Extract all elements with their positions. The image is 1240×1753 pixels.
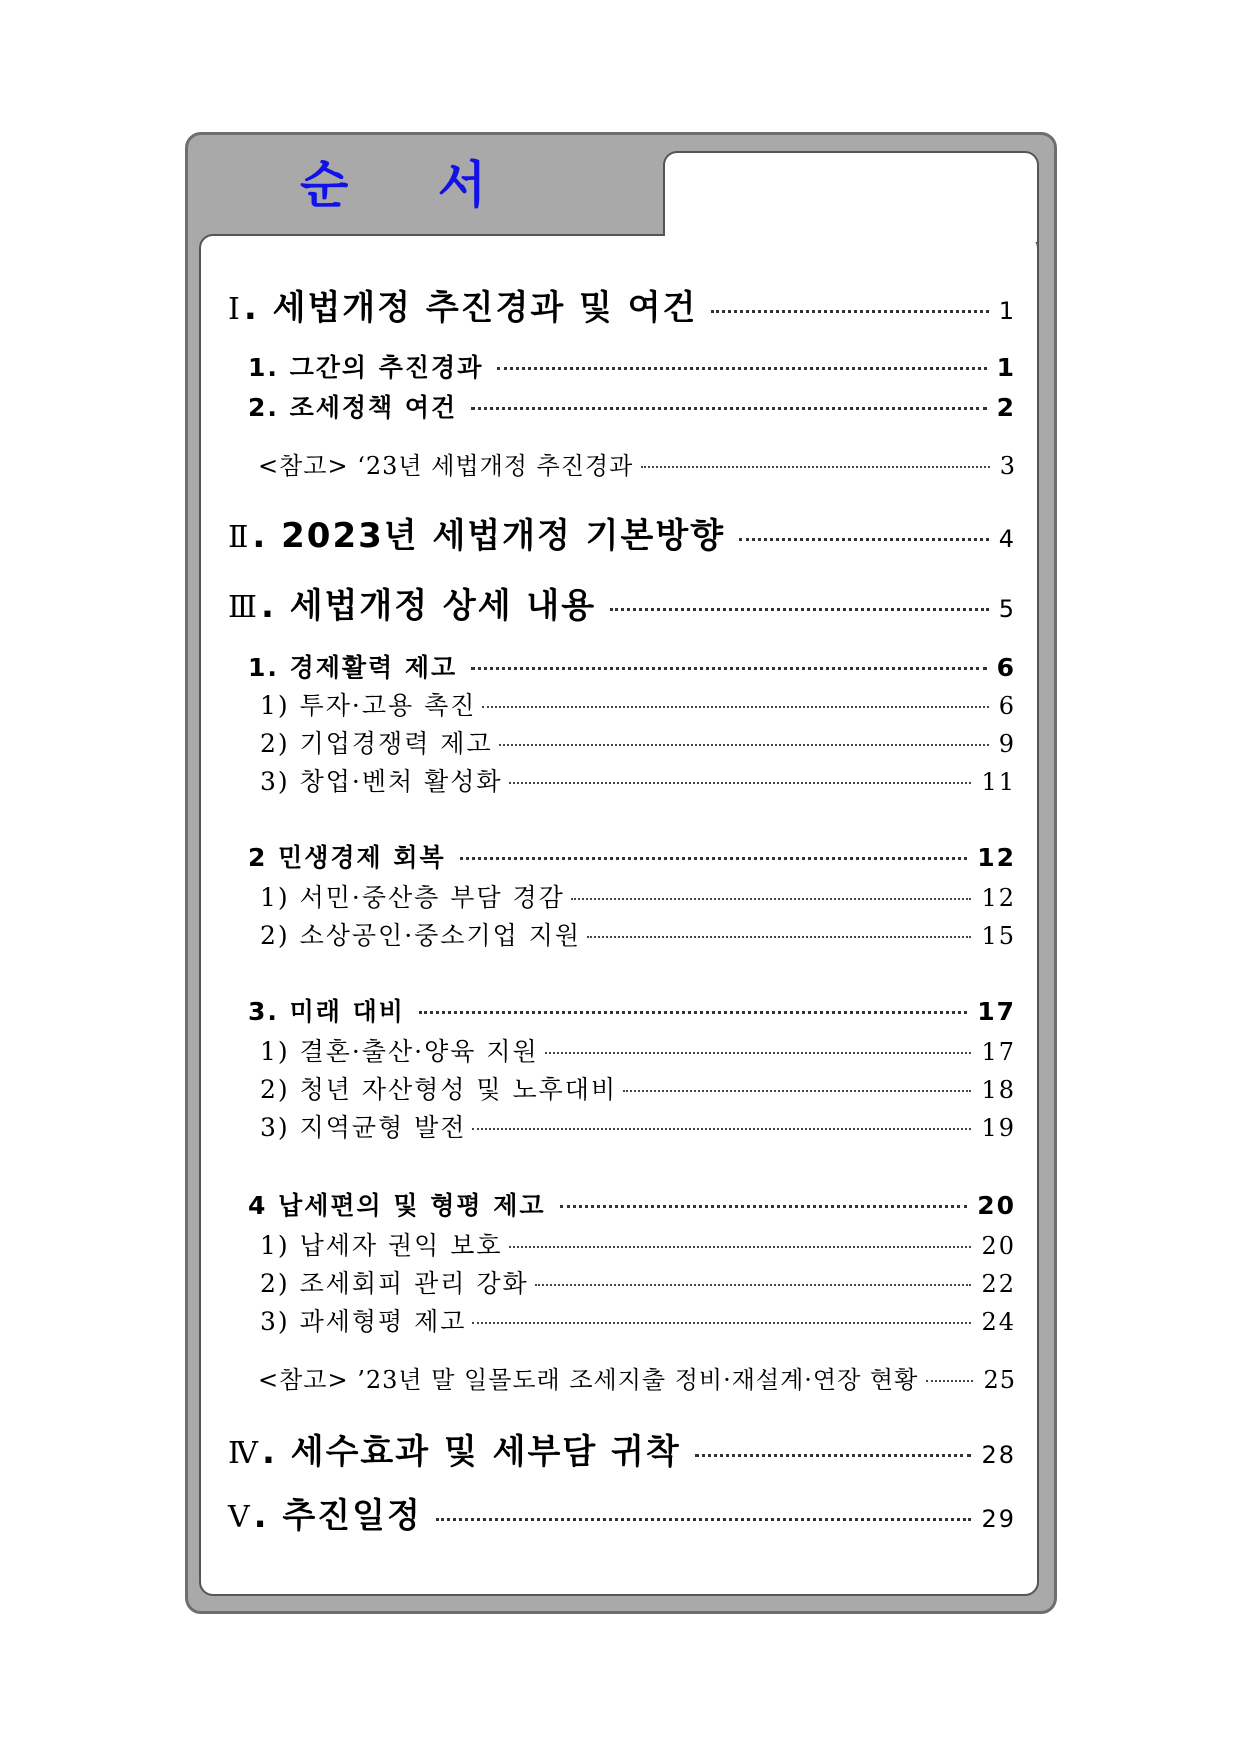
toc-entry-page: 20	[977, 1191, 1016, 1220]
toc-entry-label: 3. 미래 대비	[248, 997, 405, 1026]
toc-entry-3-2-2[interactable]	[228, 916, 1016, 952]
toc-entry-label: 2) 청년 자산형성 및 노후대비	[260, 1075, 618, 1104]
dot-leader	[587, 936, 971, 938]
toc-entry-3-1-3[interactable]	[228, 762, 1016, 798]
dot-leader	[509, 1246, 972, 1248]
dot-leader	[926, 1380, 973, 1382]
toc-entry-label: <참고> ‘23년 세법개정 추진경과	[258, 452, 634, 480]
toc-entry-page: 15	[981, 922, 1016, 950]
toc-entry-label: 3) 지역균형 발전	[260, 1113, 467, 1142]
toc-entry-label: . 추진일정	[253, 1496, 422, 1536]
toc-entry-page: 6	[996, 653, 1016, 682]
toc-entry-label: 2) 기업경쟁력 제고	[260, 729, 493, 758]
toc-entry-page: 12	[981, 884, 1016, 912]
toc-entry-page: 28	[981, 1441, 1016, 1469]
dot-leader	[535, 1284, 972, 1286]
dot-leader	[419, 1011, 967, 1014]
toc-entry-section-1[interactable]	[228, 280, 1016, 329]
toc-entry-page: 5	[998, 595, 1016, 623]
toc-entry-section-4[interactable]	[228, 1424, 1016, 1473]
toc-entry-3-4-1[interactable]	[228, 1226, 1016, 1262]
toc-entry-page: 6	[998, 692, 1016, 720]
toc-entry-label: . 세법개정 추진경과 및 여건	[243, 288, 698, 328]
toc-entry-section-3[interactable]	[228, 578, 1016, 627]
toc-entry-3-3[interactable]	[228, 992, 1016, 1028]
toc-entry-ref-1[interactable]	[228, 446, 1016, 481]
toc-entry-label: 1) 투자·고용 촉진	[260, 691, 477, 720]
toc-entry-label: 2) 소상공인·중소기업 지원	[260, 921, 582, 950]
toc-entry-label: 1) 결혼·출산·양육 지원	[260, 1037, 539, 1066]
toc-entry-page: 3	[999, 452, 1016, 480]
roman-numeral: Ⅱ	[228, 520, 251, 555]
toc-entry-3-4[interactable]	[228, 1186, 1016, 1222]
dot-leader	[623, 1090, 971, 1092]
dot-leader	[545, 1052, 972, 1054]
toc-entry-label: <참고> ’23년 말 일몰도래 조세지출 정비·재설계·연장 현황	[258, 1366, 919, 1394]
toc-entry-label: 4 납세편의 및 형평 제고	[248, 1191, 546, 1220]
dot-leader	[571, 898, 972, 900]
toc-entry-ref-2[interactable]	[228, 1360, 1016, 1395]
toc-entry-label: 3) 과세형평 제고	[260, 1307, 467, 1336]
toc-entry-page: 20	[981, 1232, 1016, 1260]
toc-entry-page: 4	[998, 525, 1016, 553]
roman-numeral: Ⅲ	[228, 590, 259, 625]
toc-entry-label: 1) 서민·중산층 부담 경감	[260, 883, 565, 912]
toc-frame-joint	[665, 230, 1037, 242]
roman-numeral: Ⅳ	[228, 1436, 260, 1471]
toc-entry-label: 1. 경제활력 제고	[248, 653, 458, 682]
dot-leader	[499, 744, 989, 746]
dot-leader	[739, 538, 989, 541]
toc-entry-label: 3) 창업·벤처 활성화	[260, 767, 503, 796]
toc-entry-page: 1	[998, 297, 1016, 325]
dot-leader	[560, 1205, 968, 1208]
toc-entry-page: 29	[981, 1505, 1016, 1533]
dot-leader	[472, 1128, 971, 1130]
toc-entry-page: 24	[981, 1308, 1016, 1336]
dot-leader	[460, 857, 968, 860]
toc-entry-page: 12	[977, 843, 1016, 872]
dot-leader	[472, 1322, 971, 1324]
toc-entry-3-3-2[interactable]	[228, 1070, 1016, 1106]
toc-entry-page: 2	[996, 393, 1016, 422]
dot-leader	[641, 466, 989, 468]
toc-entry-page: 19	[981, 1114, 1016, 1142]
roman-numeral: Ⅴ	[228, 1500, 252, 1535]
dot-leader	[497, 367, 986, 370]
toc-entry-page: 1	[996, 353, 1016, 382]
dot-leader	[436, 1518, 972, 1521]
roman-numeral: Ⅰ	[228, 292, 242, 327]
toc-entry-3-2-1[interactable]	[228, 878, 1016, 914]
toc-entry-3-1-2[interactable]	[228, 724, 1016, 760]
toc-entry-label: . 세법개정 상세 내용	[260, 586, 597, 626]
dot-leader	[711, 310, 988, 313]
page-title: 순 서	[300, 156, 523, 214]
toc-entry-page: 11	[981, 768, 1016, 796]
toc-entry-label: 2) 조세회피 관리 강화	[260, 1269, 529, 1298]
toc-entry-3-2[interactable]	[228, 838, 1016, 874]
toc-entry-3-4-3[interactable]	[228, 1302, 1016, 1338]
toc-entry-1-1[interactable]	[228, 348, 1016, 384]
toc-entry-1-2[interactable]	[228, 388, 1016, 424]
toc-entry-label: 1) 납세자 권익 보호	[260, 1231, 503, 1260]
toc-entry-section-2[interactable]	[228, 508, 1016, 557]
dot-leader	[610, 608, 989, 611]
toc-entry-label: 2 민생경제 회복	[248, 843, 446, 872]
toc-entry-label: . 2023년 세법개정 기본방향	[252, 516, 726, 556]
toc-entry-page: 9	[998, 730, 1016, 758]
toc-entry-page: 17	[977, 997, 1016, 1026]
toc-entry-3-1-1[interactable]	[228, 686, 1016, 722]
toc-entry-3-3-1[interactable]	[228, 1032, 1016, 1068]
toc-entry-label: . 세수효과 및 세부담 귀착	[261, 1432, 681, 1472]
toc-entry-label: 1. 그간의 추진경과	[248, 353, 484, 382]
toc-entry-page: 18	[981, 1076, 1016, 1104]
toc-entry-section-5[interactable]	[228, 1488, 1016, 1537]
toc-entry-page: 22	[981, 1270, 1016, 1298]
dot-leader	[471, 407, 986, 410]
toc-entry-page: 25	[983, 1366, 1016, 1394]
toc-entry-label: 2. 조세정책 여건	[248, 393, 458, 422]
toc-entry-page: 17	[981, 1038, 1016, 1066]
dot-leader	[509, 782, 972, 784]
dot-leader	[482, 706, 988, 708]
dot-leader	[471, 667, 986, 670]
toc-entry-3-1[interactable]	[228, 648, 1016, 684]
dot-leader	[695, 1454, 972, 1457]
toc-entry-3-3-3[interactable]	[228, 1108, 1016, 1144]
toc-entry-3-4-2[interactable]	[228, 1264, 1016, 1300]
